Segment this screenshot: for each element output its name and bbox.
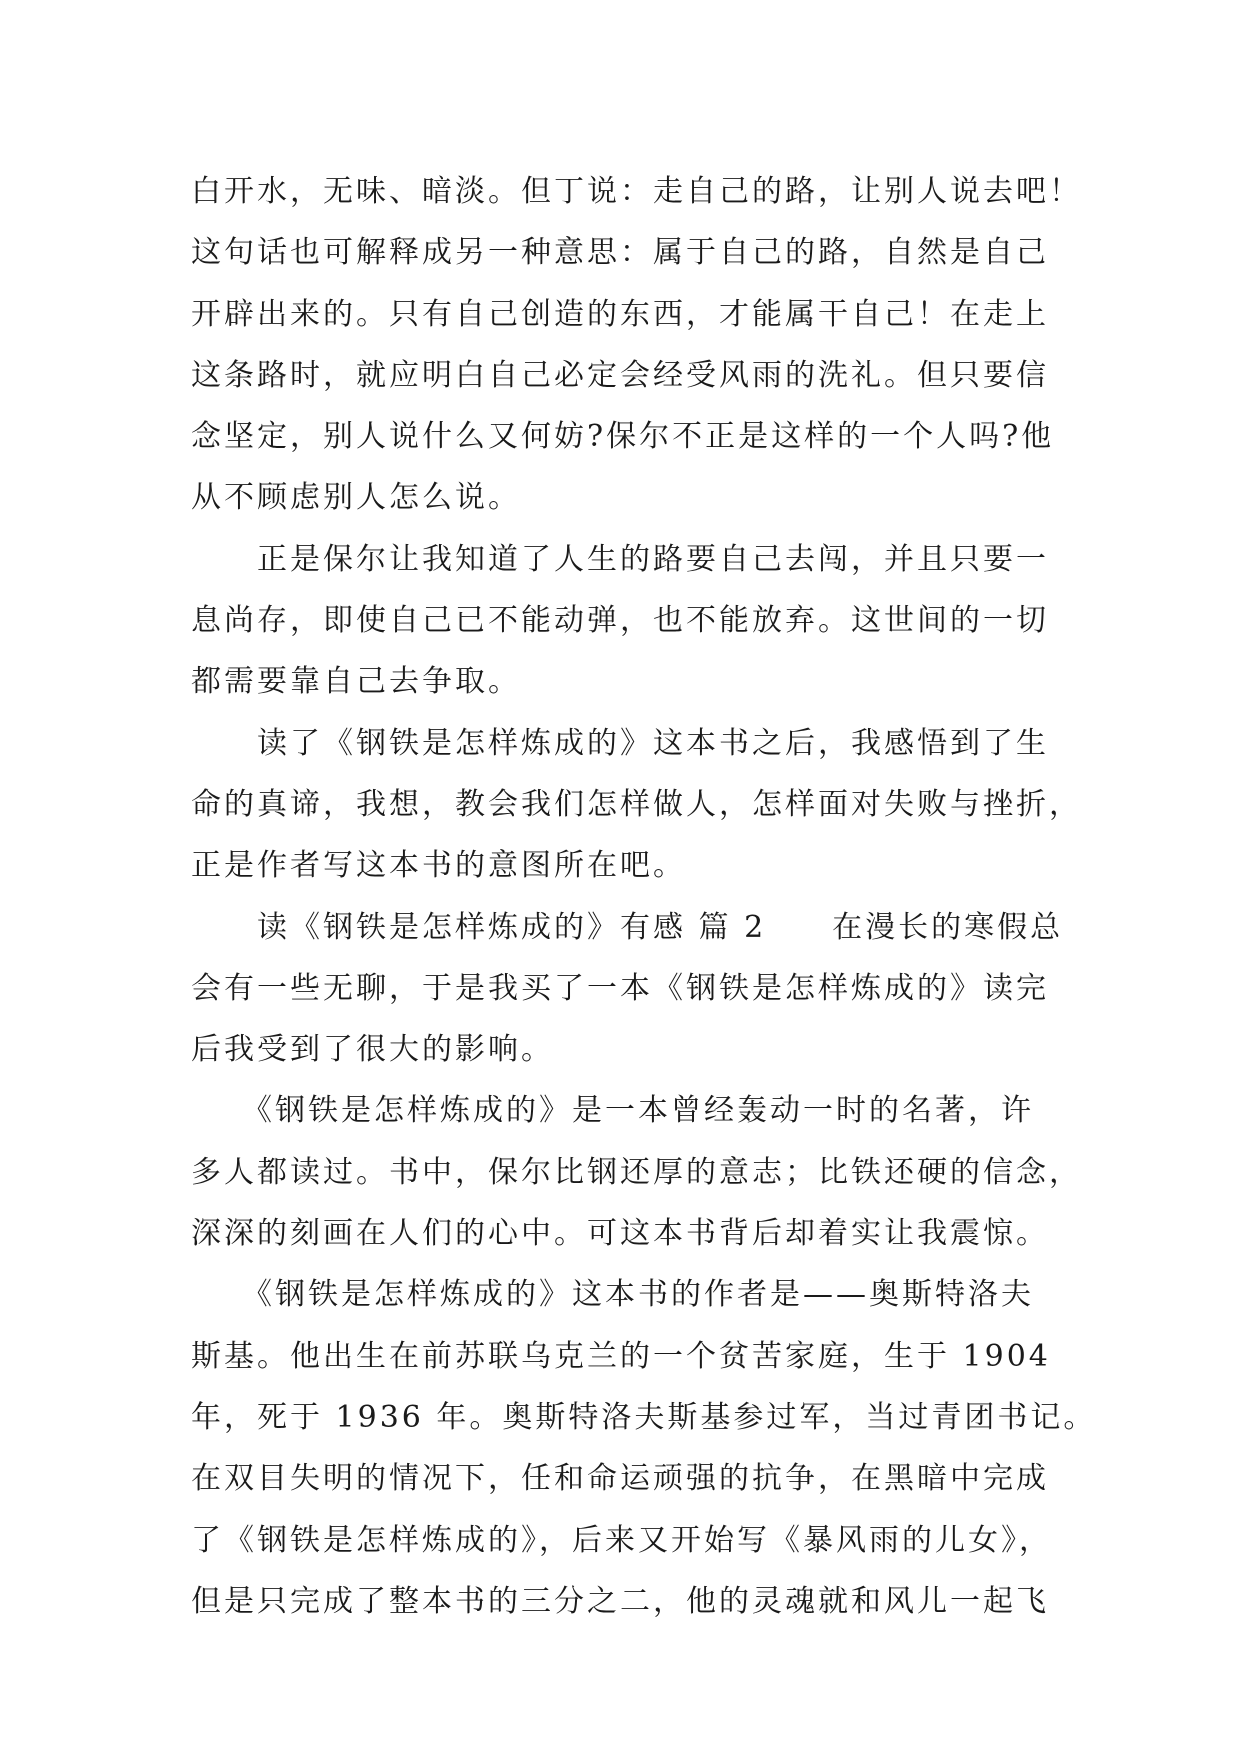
- text-line: 念坚定，别人说什么又何妨?保尔不正是这样的一个人吗?他: [191, 419, 1055, 455]
- text-line: 正是保尔让我知道了人生的路要自己去闯，并且只要一: [191, 541, 1049, 577]
- text-line: 《钢铁是怎样炼成的》这本书的作者是——奥斯特洛夫: [191, 1277, 1034, 1313]
- text-line: 这句话也可解释成另一种意思：属于自己的路，自然是自己: [191, 235, 1049, 271]
- text-line: 从不顾虑别人怎么说。: [191, 480, 521, 516]
- text-line: 都需要靠自己去争取。: [191, 664, 521, 700]
- text-line: 正是作者写这本书的意图所在吧。: [191, 848, 686, 884]
- text-line: 斯基。他出生在前苏联乌克兰的一个贫苦家庭，生于 1904: [191, 1338, 1051, 1374]
- text-line: 年，死于 1936 年。奥斯特洛夫斯基参过军，当过青团书记。: [191, 1399, 1097, 1435]
- text-line: 息尚存，即使自己已不能动弹，也不能放弃。这世间的一切: [191, 603, 1049, 639]
- text-line: 后我受到了很大的影响。: [191, 1032, 554, 1068]
- text-line: 读《钢铁是怎样炼成的》有感 篇 2 在漫长的寒假总: [191, 909, 1064, 945]
- text-line: 但是只完成了整本书的三分之二，他的灵魂就和风儿一起飞: [191, 1583, 1049, 1619]
- text-line: 会有一些无聊，于是我买了一本《钢铁是怎样炼成的》读完: [191, 970, 1049, 1006]
- text-line: 白开水，无味、暗淡。但丁说：走自己的路，让别人说去吧！: [191, 174, 1082, 209]
- text-line: 了《钢铁是怎样炼成的》，后来又开始写《暴风雨的儿女》，: [191, 1522, 1052, 1558]
- text-line: 深深的刻画在人们的心中。可这本书背后却着实让我震惊。: [191, 1216, 1049, 1252]
- text-line: 读了《钢铁是怎样炼成的》这本书之后，我感悟到了生: [191, 725, 1049, 761]
- text-line: 在双目失明的情况下，任和命运顽强的抗争，在黑暗中完成: [191, 1461, 1049, 1497]
- text-line: 开辟出来的。只有自己创造的东西，才能属干自己！在走上: [191, 296, 1049, 332]
- text-line: 《钢铁是怎样炼成的》是一本曾经轰动一时的名著，许: [191, 1093, 1034, 1129]
- text-line: 多人都读过。书中，保尔比钢还厚的意志；比铁还硬的信念，: [191, 1154, 1082, 1190]
- text-line: 命的真谛，我想，教会我们怎样做人，怎样面对失败与挫折，: [191, 786, 1082, 822]
- text-line: 这条路时，就应明白自己必定会经受风雨的洗礼。但只要信: [191, 357, 1049, 393]
- body-text: [191, 161, 1097, 1632]
